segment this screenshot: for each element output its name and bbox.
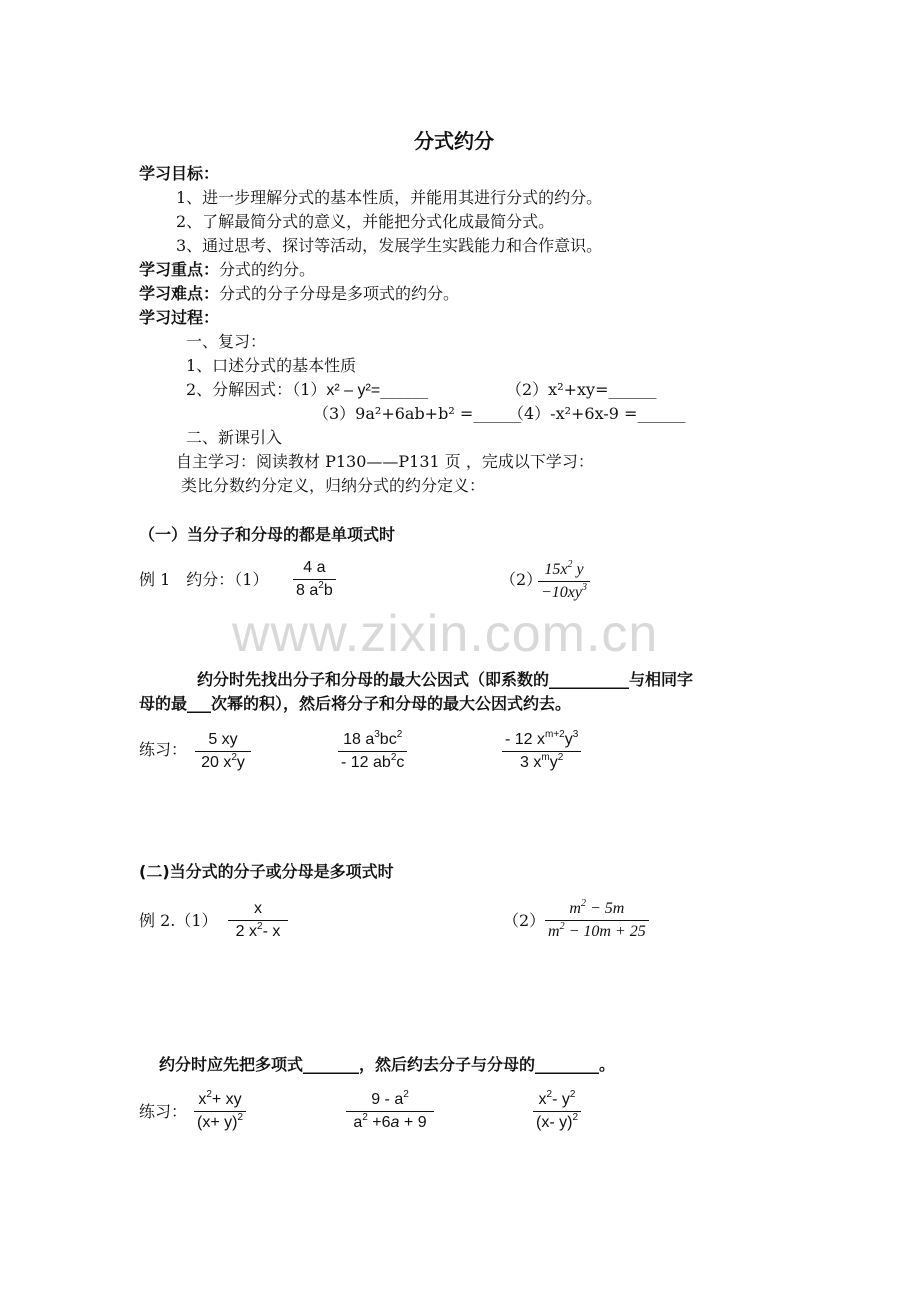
example-2-fraction-2 (545, 899, 649, 942)
fraction-bar (195, 751, 251, 752)
key-point-label: 学习重点： (139, 260, 220, 279)
fraction-bar (346, 1111, 434, 1112)
fraction-denominator: 3 $x^my^2$ (520, 752, 564, 771)
factor-q2 (506, 380, 657, 400)
fraction-numerator: x (254, 900, 262, 917)
difficulty-text: 分式的分子分母是多项式的约分。 (219, 284, 460, 303)
factor-q3-blank: ______ (473, 404, 522, 423)
key-point-text: 分式的约分。 (219, 260, 316, 279)
review-item-1: 1、口述分式的基本性质 (186, 356, 357, 375)
self-study-text: 自主学习：阅读教材 P130——P131 页 ，完成以下学习： (176, 452, 594, 471)
example-2-label: 例 2.（1） (139, 911, 218, 930)
fraction-numerator: 4 a (303, 559, 326, 576)
practice-2-fraction-2 (346, 1090, 434, 1133)
factor-q2-expr: （2）x²+xy= (506, 380, 609, 399)
review-heading: 一、复习： (186, 332, 267, 351)
difficulty-label: 学习难点： (139, 284, 220, 303)
section-1-rule-line-2: 母的最___次幂的积），然后将分子和分母的最大公因式约去。 (139, 694, 572, 713)
fraction-bar (338, 751, 407, 752)
section-2-heading: (二)当分式的分子或分母是多项式时 (139, 862, 394, 881)
factor-q4-expr: （4）-x²+6x-9 = (508, 404, 638, 423)
practice-2-fraction-1 (194, 1090, 246, 1133)
practice-1-fraction-1 (195, 730, 251, 773)
example-1-part-2-label: （2） (500, 570, 543, 589)
process-heading: 学习过程： (139, 308, 220, 327)
fraction-denominator: 20 $x^2y$ (201, 752, 245, 771)
fraction-denominator: $-10xy^3$ (541, 582, 587, 601)
review-item-2 (186, 380, 428, 401)
factor-q3-expr: （3）9a²+6ab+b² = (313, 404, 474, 423)
fraction-numerator: $9 - a^2$ (371, 1089, 409, 1108)
fraction-numerator: 5 xy (208, 731, 238, 748)
fraction-denominator: $m^2 - 10m + 25$ (548, 921, 646, 940)
fraction-numerator: $x^2-$ $y^2$ (538, 1089, 576, 1108)
fraction-numerator: 18 $a^3bc^2$ (343, 729, 403, 748)
factor-q4 (508, 404, 685, 424)
fraction-denominator: 2 $x^2-$ x (235, 921, 281, 940)
example-1-fraction-1 (293, 558, 336, 601)
factor-q1-label: （1） (292, 380, 327, 399)
difficulty-point (139, 284, 459, 304)
objective-3: 3、通过思考、探讨等活动，发展学生实践能力和合作意识。 (176, 236, 603, 255)
factor-q3 (313, 404, 521, 424)
factor-q1-blank: ______ (380, 380, 429, 399)
practice-1-label: 练习： (139, 740, 188, 759)
section-1-rule-line-1: 约分时先找出分子和分母的最大公因式（即系数的__________与相同字 (197, 670, 694, 689)
practice-2-label: 练习： (139, 1102, 188, 1121)
factor-q4-blank: ______ (637, 404, 686, 423)
fraction-denominator: $(x+ y)^2$ (197, 1112, 244, 1131)
fraction-numerator: $15x^2$ y (544, 559, 584, 578)
fraction-numerator: $x^2+$ xy (198, 1089, 242, 1108)
practice-1-fraction-2 (338, 730, 407, 773)
fraction-denominator: $a^2 +6a + 9$ (353, 1112, 427, 1131)
example-1-label: 例 1 约分：（1） (139, 570, 269, 589)
fraction-numerator: - 12 $x^{m+2}y^3$ (505, 729, 579, 748)
key-point (139, 260, 315, 280)
review-item-2-label: 2、分解因式： (186, 380, 293, 399)
objective-2: 2、了解最简分式的意义，并能把分式化成最简分式。 (176, 212, 555, 231)
example-2-fraction-1 (228, 899, 288, 942)
fraction-denominator: - 12 $ab^2c$ (341, 752, 405, 771)
example-1-fraction-2 (538, 560, 590, 603)
watermark: www.zixin.com.cn (232, 605, 659, 663)
example-2-part-2-label: （2） (503, 911, 546, 930)
fraction-denominator: (x- y)$^2$ (536, 1112, 578, 1131)
practice-1-fraction-3 (502, 730, 581, 773)
page-title: 分式约分 (414, 129, 494, 153)
objectives-heading: 学习目标： (139, 164, 220, 183)
factor-q2-blank: ______ (608, 380, 657, 399)
factor-q1-expr: x² – y²= (326, 382, 381, 399)
fraction-numerator: $m^2 - 5m$ (569, 898, 625, 917)
new-lesson-heading: 二、新课引入 (186, 428, 283, 447)
fraction-denominator: 8 $a^2b$ (296, 580, 333, 599)
fraction-bar (293, 579, 336, 580)
objective-1: 1、进一步理解分式的基本性质，并能用其进行分式的约分。 (176, 188, 603, 207)
section-2-rule: 约分时应先把多项式_______，然后约去分子与分母的________。 (159, 1055, 616, 1074)
analogy-text: 类比分数约分定义，归纳分式的约分定义： (181, 476, 486, 495)
practice-2-fraction-3 (533, 1090, 581, 1133)
section-1-heading: （一）当分子和分母的都是单项式时 (139, 525, 396, 544)
